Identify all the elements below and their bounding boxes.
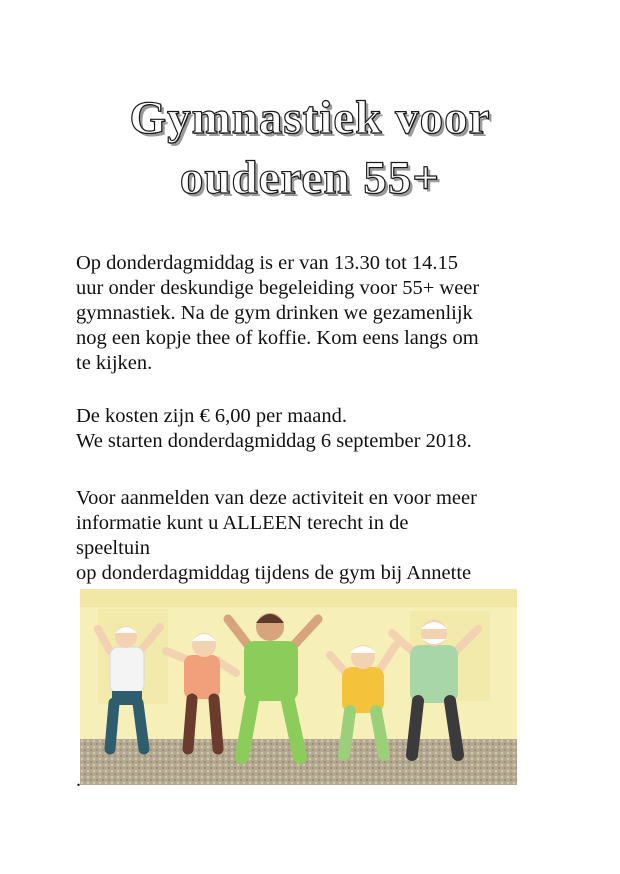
intro-line: te kijken.: [76, 352, 153, 374]
title-line-2: ouderen 55+: [179, 152, 441, 204]
intro-line: nog een kopje thee of koffie. Kom eens langs om: [76, 327, 479, 349]
title-line-1: Gymnastiek voor: [129, 92, 491, 144]
start-date-line: We starten donderdagmiddag 6 september 2018.: [76, 430, 472, 452]
signup-line: speeltuin: [76, 537, 151, 559]
signup-line: op donderdagmiddag tijdens de gym bij Annette: [76, 562, 472, 584]
signup-line: Voor aanmelden van deze activiteit en voor meer: [76, 487, 477, 509]
document-title: [0, 88, 620, 208]
intro-line: gymnastiek. Na de gym drinken we gezamenlijk: [76, 302, 473, 324]
intro-line: uur onder deskundige begeleiding voor 55+ weer: [76, 277, 480, 299]
costs-paragraph: [76, 404, 546, 454]
costs-line: De kosten zijn € 6,00 per maand.: [76, 405, 347, 427]
trailing-mark: .: [76, 769, 81, 791]
signup-paragraph: [76, 486, 546, 586]
intro-paragraph: [76, 251, 546, 376]
seniors-exercise-illustration: [80, 589, 517, 785]
signup-line: informatie kunt u ALLEEN terecht in de: [76, 512, 409, 534]
intro-line: Op donderdagmiddag is er van 13.30 tot 14.15: [76, 252, 459, 274]
